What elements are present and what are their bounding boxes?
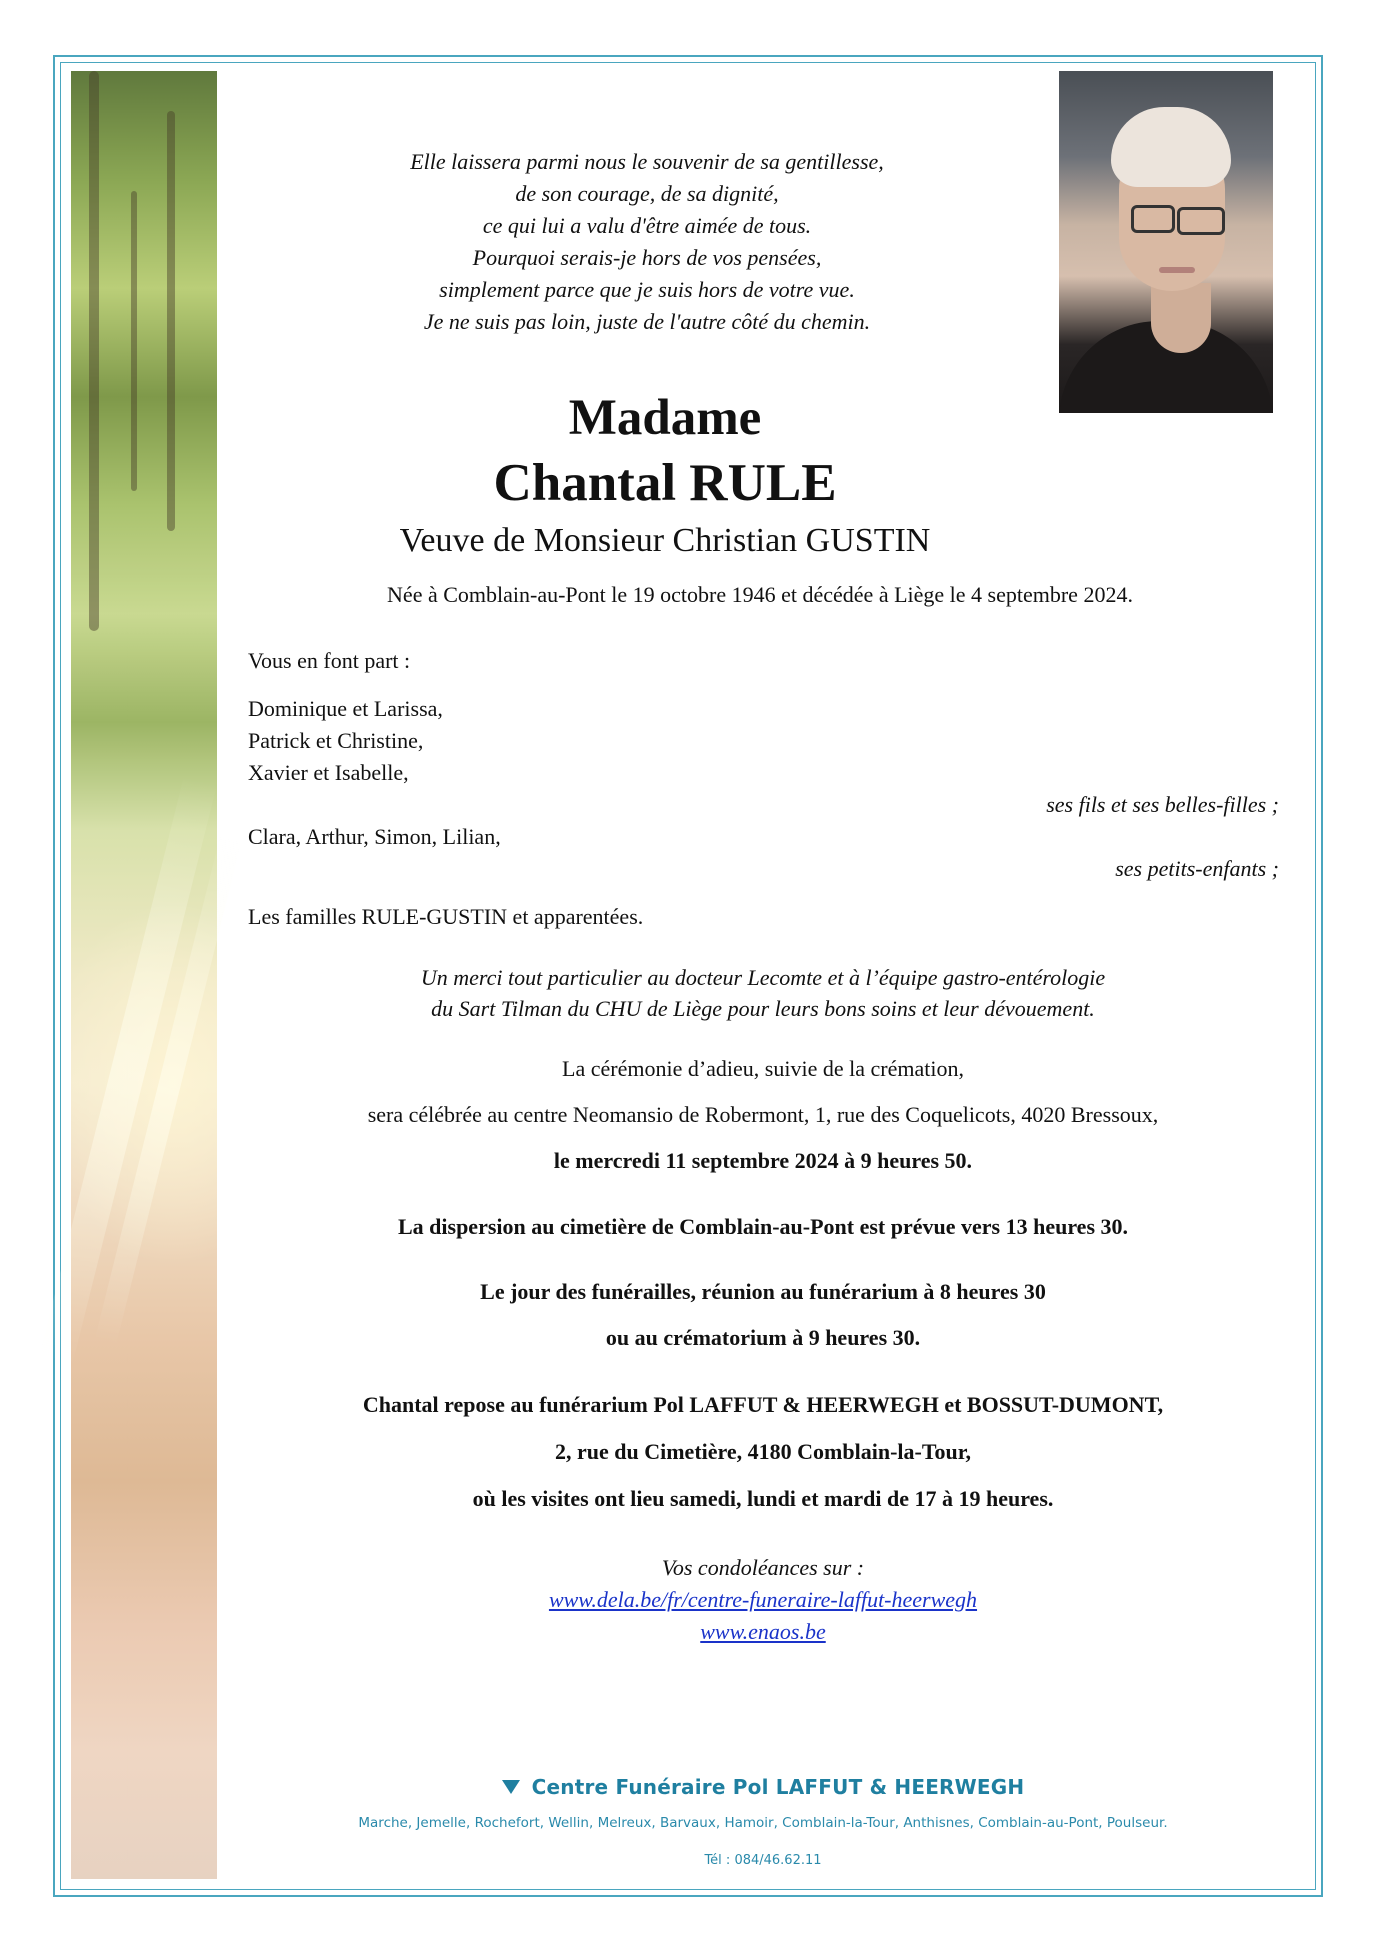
deceased-portrait-photo [1059, 71, 1273, 413]
poem-line: Pourquoi serais-je hors de vos pensées, [472, 245, 822, 270]
funeral-home-phone: Tél : 084/46.62.11 [704, 1853, 822, 1868]
condolences-label: Vos condoléances sur : [661, 1555, 865, 1580]
children-list [248, 693, 443, 789]
poem-line: Je ne suis pas loin, juste de l'autre côté du chemin. [423, 309, 871, 334]
families-line: Les familles RULE-GUSTIN et apparentées. [248, 904, 644, 929]
family-intro: Vous en font part : [248, 648, 411, 673]
dispersion-line: La dispersion au cimetière de Comblain-au-Pont est prévue vers 13 heures 30. [397, 1214, 1129, 1239]
ceremony-line-1: La cérémonie d’adieu, suivie de la crémation, [562, 1056, 964, 1081]
funeral-home-name [248, 1775, 1278, 1799]
rest-line-2: 2, rue du Cimetière, 4180 Comblain-la-Tour, [555, 1439, 971, 1464]
condolences-link-dela[interactable]: www.dela.be/fr/centre-funeraire-laffut-heerwegh [548, 1587, 978, 1612]
condolences-link-enaos[interactable]: www.enaos.be [700, 1619, 826, 1644]
poem-line: simplement parce que je suis hors de votre vue. [439, 277, 855, 302]
ceremony-date: le mercredi 11 septembre 2024 à 9 heures 50. [553, 1148, 973, 1173]
funeral-home-towns: Marche, Jemelle, Rochefort, Wellin, Melreux, Barvaux, Hamoir, Comblain-la-Tour, Anthisnes, Comblain-au-Pont, Poulseur. [358, 1815, 1168, 1831]
meeting-line-1: Le jour des funérailles, réunion au funérarium à 8 heures 30 [480, 1279, 1046, 1304]
deceased-name: Chantal RULE [493, 454, 837, 512]
poem-line: ce qui lui a valu d'être aimée de tous. [482, 213, 812, 238]
list-item: Xavier et Isabelle, [248, 760, 409, 785]
title-honorific: Madame [568, 390, 762, 446]
thanks-line: du Sart Tilman du CHU de Liège pour leurs bons soins et leur dévouement. [431, 996, 1095, 1021]
ceremony-line-2: sera célébrée au centre Neomansio de Robermont, 1, rue des Coquelicots, 4020 Bressoux, [367, 1102, 1159, 1127]
grandchildren-list: Clara, Arthur, Simon, Lilian, [248, 824, 501, 849]
funeral-home-label: Centre Funéraire Pol LAFFUT & HEERWEGH [531, 1775, 1025, 1799]
grandchildren-relation: ses petits-enfants ; [1115, 856, 1279, 881]
thanks-line: Un merci tout particulier au docteur Lecomte et à l’équipe gastro-entérologie [420, 965, 1106, 990]
forest-path-side-image [71, 71, 217, 1879]
list-item: Patrick et Christine, [248, 728, 424, 753]
rest-line-3: où les visites ont lieu samedi, lundi et mardi de 17 à 19 heures. [472, 1486, 1054, 1511]
thanks-paragraph [248, 962, 1278, 1024]
birth-death-line: Née à Comblain-au-Pont le 19 octobre 1946 et décédée à Liège le 4 septembre 2024. [387, 582, 1133, 607]
condolences-block [248, 1552, 1278, 1648]
list-item: Dominique et Larissa, [248, 696, 443, 721]
poem-line: de son courage, de sa dignité, [515, 181, 779, 206]
memorial-poem [278, 146, 1016, 338]
triangle-down-icon [502, 1780, 520, 1794]
meeting-line-2: ou au crématorium à 9 heures 30. [605, 1325, 921, 1350]
children-relation: ses fils et ses belles-filles ; [1046, 792, 1279, 817]
poem-line: Elle laissera parmi nous le souvenir de sa gentillesse, [410, 149, 884, 174]
widow-of-line: Veuve de Monsieur Christian GUSTIN [399, 522, 931, 559]
rest-line-1: Chantal repose au funérarium Pol LAFFUT & HEERWEGH et BOSSUT-DUMONT, [362, 1392, 1164, 1417]
